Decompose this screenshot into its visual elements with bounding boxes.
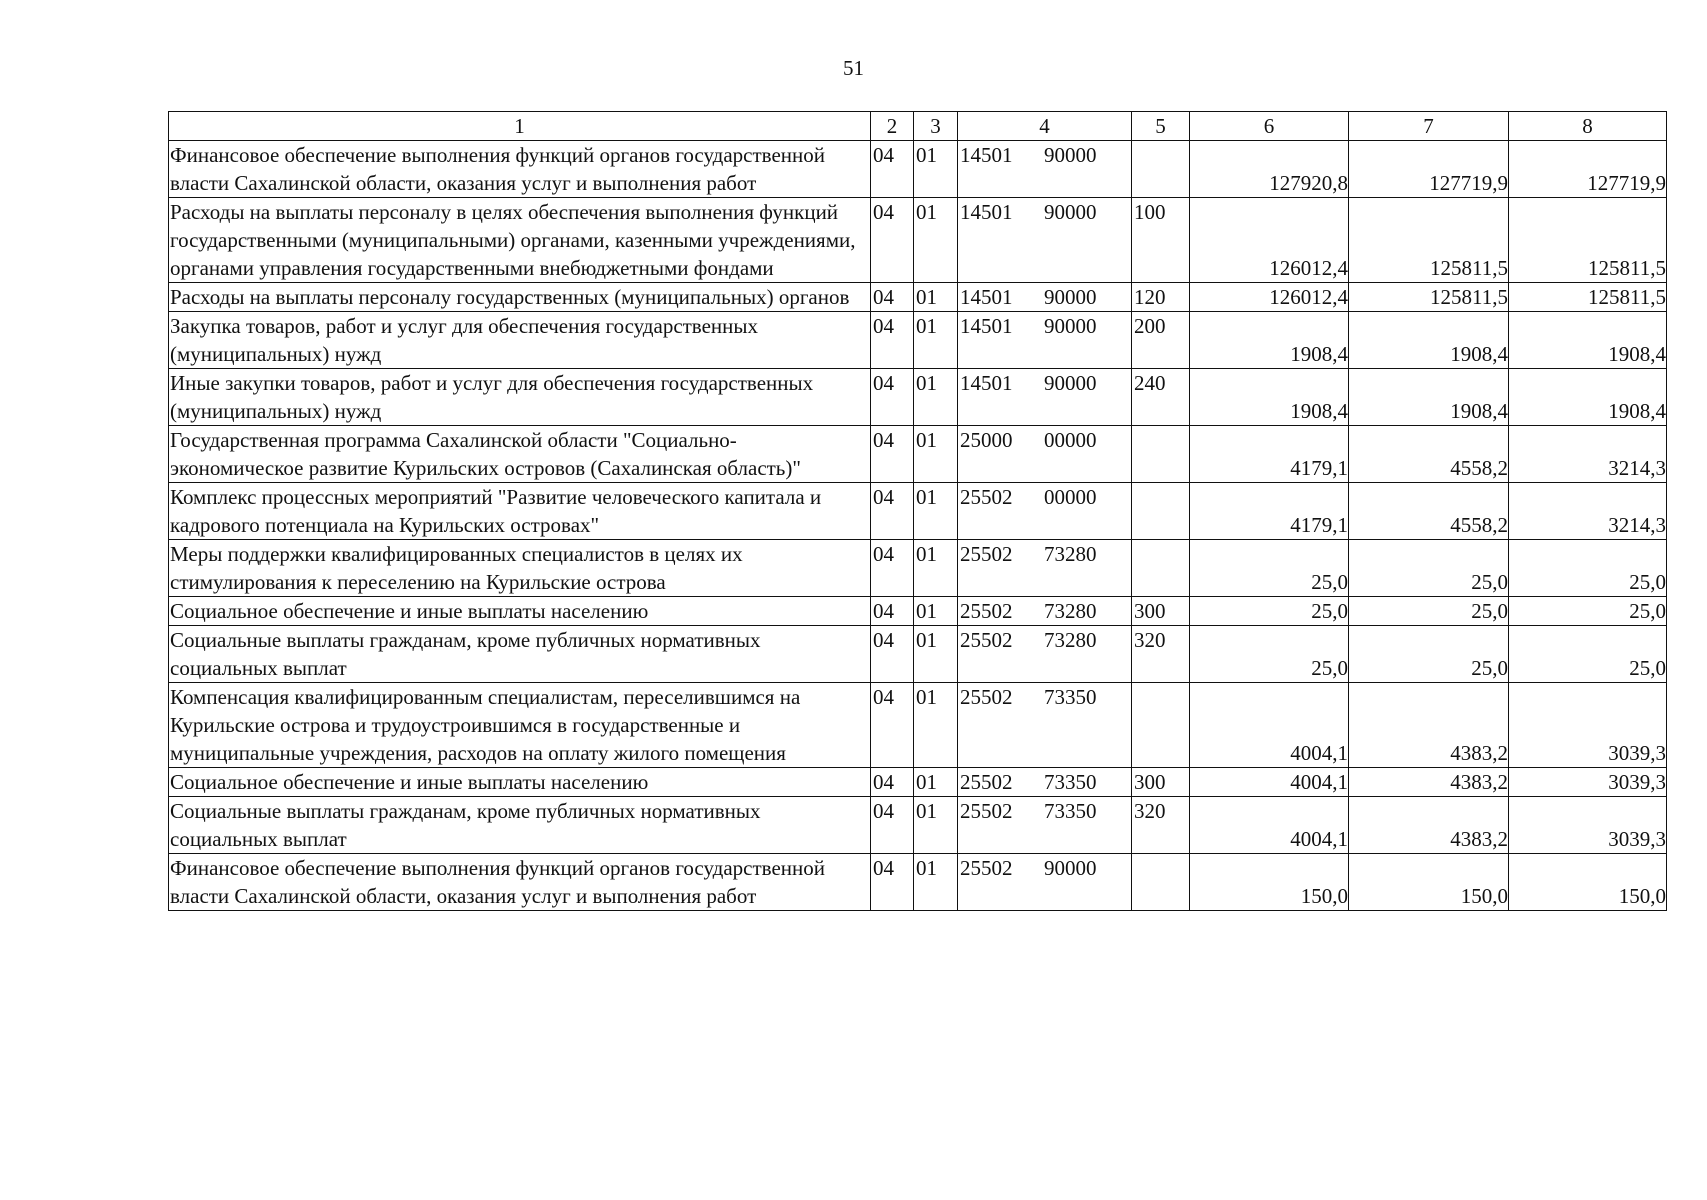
target-item-cell xyxy=(958,198,1132,283)
target-item-program-code: 25502 xyxy=(960,685,1013,709)
amount-year3-cell: 150,0 xyxy=(1509,854,1667,911)
table-row xyxy=(169,483,1667,540)
target-item-program-code: 25502 xyxy=(960,599,1013,623)
page-number: 51 xyxy=(843,56,864,80)
target-item-program-code: 25000 xyxy=(960,428,1013,452)
expense-type-cell: 300 xyxy=(1132,768,1190,797)
amount-year1-cell: 25,0 xyxy=(1190,597,1349,626)
amount-year2-cell: 1908,4 xyxy=(1349,312,1509,369)
section-code-cell: 04 xyxy=(871,141,914,198)
section-code-cell: 04 xyxy=(871,626,914,683)
target-item-cell xyxy=(958,540,1132,597)
table-row xyxy=(169,426,1667,483)
expense-type-cell: 240 xyxy=(1132,369,1190,426)
target-item-program-code: 25502 xyxy=(960,542,1013,566)
target-item-direction-code: 90000 xyxy=(1044,856,1097,880)
section-code-cell: 04 xyxy=(871,768,914,797)
target-item-direction-code: 90000 xyxy=(1044,285,1097,309)
amount-year1-cell: 25,0 xyxy=(1190,540,1349,597)
target-item-cell xyxy=(958,426,1132,483)
amount-year1-cell: 127920,8 xyxy=(1190,141,1349,198)
table-row xyxy=(169,626,1667,683)
amount-year2-cell: 4558,2 xyxy=(1349,483,1509,540)
target-item-cell xyxy=(958,797,1132,854)
expense-type-cell: 200 xyxy=(1132,312,1190,369)
table-row xyxy=(169,797,1667,854)
expense-name-cell: Меры поддержки квалифицированных специалистов в целях их стимулирования к переселению на Курильские острова xyxy=(169,540,871,597)
amount-year3-cell: 25,0 xyxy=(1509,597,1667,626)
amount-year1-cell: 126012,4 xyxy=(1190,198,1349,283)
expense-type-cell xyxy=(1132,483,1190,540)
subsection-code-cell: 01 xyxy=(914,540,958,597)
amount-year2-cell: 1908,4 xyxy=(1349,369,1509,426)
budget-table xyxy=(168,111,1667,911)
target-item-cell xyxy=(958,369,1132,426)
amount-year2-cell: 150,0 xyxy=(1349,854,1509,911)
amount-year1-cell: 25,0 xyxy=(1190,626,1349,683)
section-code-cell: 04 xyxy=(871,797,914,854)
expense-name-cell: Закупка товаров, работ и услуг для обеспечения государственных (муниципальных) нужд xyxy=(169,312,871,369)
expense-name-cell: Расходы на выплаты персоналу государственных (муниципальных) органов xyxy=(169,283,871,312)
target-item-program-code: 14501 xyxy=(960,285,1013,309)
amount-year1-cell: 150,0 xyxy=(1190,854,1349,911)
target-item-direction-code: 73350 xyxy=(1044,770,1097,794)
target-item-cell xyxy=(958,854,1132,911)
target-item-direction-code: 90000 xyxy=(1044,314,1097,338)
amount-year2-cell: 4383,2 xyxy=(1349,683,1509,768)
target-item-cell xyxy=(958,483,1132,540)
section-code-cell: 04 xyxy=(871,854,914,911)
amount-year2-cell: 127719,9 xyxy=(1349,141,1509,198)
amount-year1-cell: 126012,4 xyxy=(1190,283,1349,312)
amount-year3-cell: 3039,3 xyxy=(1509,683,1667,768)
table-row xyxy=(169,312,1667,369)
target-item-program-code: 25502 xyxy=(960,628,1013,652)
table-row xyxy=(169,283,1667,312)
amount-year1-cell: 4004,1 xyxy=(1190,797,1349,854)
column-header: 3 xyxy=(914,112,958,141)
section-code-cell: 04 xyxy=(871,283,914,312)
subsection-code-cell: 01 xyxy=(914,797,958,854)
expense-type-cell xyxy=(1132,141,1190,198)
amount-year2-cell: 125811,5 xyxy=(1349,198,1509,283)
amount-year2-cell: 25,0 xyxy=(1349,626,1509,683)
target-item-program-code: 25502 xyxy=(960,770,1013,794)
expense-type-cell xyxy=(1132,683,1190,768)
target-item-direction-code: 73280 xyxy=(1044,542,1097,566)
section-code-cell: 04 xyxy=(871,683,914,768)
section-code-cell: 04 xyxy=(871,312,914,369)
target-item-cell xyxy=(958,283,1132,312)
subsection-code-cell: 01 xyxy=(914,854,958,911)
target-item-direction-code: 90000 xyxy=(1044,200,1097,224)
table-body xyxy=(169,112,1667,911)
column-header: 5 xyxy=(1132,112,1190,141)
expense-type-cell xyxy=(1132,854,1190,911)
subsection-code-cell: 01 xyxy=(914,597,958,626)
amount-year3-cell: 125811,5 xyxy=(1509,198,1667,283)
target-item-direction-code: 73350 xyxy=(1044,685,1097,709)
target-item-program-code: 25502 xyxy=(960,856,1013,880)
subsection-code-cell: 01 xyxy=(914,369,958,426)
subsection-code-cell: 01 xyxy=(914,198,958,283)
amount-year3-cell: 3214,3 xyxy=(1509,426,1667,483)
target-item-direction-code: 73350 xyxy=(1044,799,1097,823)
amount-year3-cell: 3039,3 xyxy=(1509,797,1667,854)
header-row xyxy=(169,112,1667,141)
amount-year2-cell: 25,0 xyxy=(1349,540,1509,597)
expense-name-cell: Иные закупки товаров, работ и услуг для обеспечения государственных (муниципальных) нужд xyxy=(169,369,871,426)
target-item-direction-code: 90000 xyxy=(1044,371,1097,395)
section-code-cell: 04 xyxy=(871,597,914,626)
target-item-cell xyxy=(958,141,1132,198)
expense-name-cell: Социальное обеспечение и иные выплаты населению xyxy=(169,597,871,626)
column-header: 1 xyxy=(169,112,871,141)
amount-year1-cell: 1908,4 xyxy=(1190,312,1349,369)
table-row xyxy=(169,141,1667,198)
column-header: 4 xyxy=(958,112,1132,141)
target-item-direction-code: 00000 xyxy=(1044,428,1097,452)
target-item-cell xyxy=(958,312,1132,369)
subsection-code-cell: 01 xyxy=(914,768,958,797)
expense-type-cell: 320 xyxy=(1132,797,1190,854)
subsection-code-cell: 01 xyxy=(914,683,958,768)
target-item-direction-code: 90000 xyxy=(1044,143,1097,167)
table-row xyxy=(169,854,1667,911)
amount-year3-cell: 127719,9 xyxy=(1509,141,1667,198)
section-code-cell: 04 xyxy=(871,198,914,283)
expense-name-cell: Социальное обеспечение и иные выплаты населению xyxy=(169,768,871,797)
amount-year1-cell: 4179,1 xyxy=(1190,483,1349,540)
table-row xyxy=(169,540,1667,597)
amount-year2-cell: 4383,2 xyxy=(1349,797,1509,854)
target-item-program-code: 25502 xyxy=(960,799,1013,823)
section-code-cell: 04 xyxy=(871,483,914,540)
amount-year1-cell: 4004,1 xyxy=(1190,683,1349,768)
expense-type-cell xyxy=(1132,540,1190,597)
amount-year1-cell: 1908,4 xyxy=(1190,369,1349,426)
amount-year3-cell: 1908,4 xyxy=(1509,312,1667,369)
amount-year3-cell: 1908,4 xyxy=(1509,369,1667,426)
expense-type-cell: 120 xyxy=(1132,283,1190,312)
amount-year2-cell: 25,0 xyxy=(1349,597,1509,626)
target-item-program-code: 14501 xyxy=(960,314,1013,338)
amount-year3-cell: 125811,5 xyxy=(1509,283,1667,312)
target-item-program-code: 14501 xyxy=(960,200,1013,224)
expense-type-cell: 100 xyxy=(1132,198,1190,283)
target-item-cell xyxy=(958,626,1132,683)
section-code-cell: 04 xyxy=(871,369,914,426)
amount-year3-cell: 25,0 xyxy=(1509,540,1667,597)
target-item-program-code: 14501 xyxy=(960,371,1013,395)
column-header: 6 xyxy=(1190,112,1349,141)
subsection-code-cell: 01 xyxy=(914,141,958,198)
expense-type-cell xyxy=(1132,426,1190,483)
table-row xyxy=(169,369,1667,426)
target-item-program-code: 25502 xyxy=(960,485,1013,509)
expense-name-cell: Финансовое обеспечение выполнения функций органов государственной власти Сахалинской области, оказания услуг и выполнения работ xyxy=(169,141,871,198)
expense-type-cell: 320 xyxy=(1132,626,1190,683)
section-code-cell: 04 xyxy=(871,540,914,597)
amount-year3-cell: 3214,3 xyxy=(1509,483,1667,540)
table-row xyxy=(169,683,1667,768)
amount-year2-cell: 4558,2 xyxy=(1349,426,1509,483)
subsection-code-cell: 01 xyxy=(914,312,958,369)
table-row xyxy=(169,597,1667,626)
expense-name-cell: Компенсация квалифицированным специалистам, переселившимся на Курильские острова и трудоустроившимся в государственные и муниципальные учреждения, расходов на оплату жилого помещения xyxy=(169,683,871,768)
subsection-code-cell: 01 xyxy=(914,283,958,312)
amount-year3-cell: 25,0 xyxy=(1509,626,1667,683)
target-item-cell xyxy=(958,683,1132,768)
subsection-code-cell: 01 xyxy=(914,483,958,540)
target-item-cell xyxy=(958,768,1132,797)
subsection-code-cell: 01 xyxy=(914,426,958,483)
expense-name-cell: Социальные выплаты гражданам, кроме публичных нормативных социальных выплат xyxy=(169,626,871,683)
section-code-cell: 04 xyxy=(871,426,914,483)
column-header: 8 xyxy=(1509,112,1667,141)
expense-name-cell: Комплекс процессных мероприятий "Развитие человеческого капитала и кадрового потенциала на Курильских островах" xyxy=(169,483,871,540)
target-item-direction-code: 73280 xyxy=(1044,628,1097,652)
amount-year2-cell: 125811,5 xyxy=(1349,283,1509,312)
column-header: 2 xyxy=(871,112,914,141)
expense-type-cell: 300 xyxy=(1132,597,1190,626)
amount-year2-cell: 4383,2 xyxy=(1349,768,1509,797)
target-item-direction-code: 73280 xyxy=(1044,599,1097,623)
column-header: 7 xyxy=(1349,112,1509,141)
amount-year3-cell: 3039,3 xyxy=(1509,768,1667,797)
target-item-program-code: 14501 xyxy=(960,143,1013,167)
target-item-direction-code: 00000 xyxy=(1044,485,1097,509)
subsection-code-cell: 01 xyxy=(914,626,958,683)
table-row xyxy=(169,198,1667,283)
amount-year1-cell: 4179,1 xyxy=(1190,426,1349,483)
expense-name-cell: Государственная программа Сахалинской области "Социально-экономическое развитие Курильских островов (Сахалинская область)" xyxy=(169,426,871,483)
expense-name-cell: Социальные выплаты гражданам, кроме публичных нормативных социальных выплат xyxy=(169,797,871,854)
expense-name-cell: Финансовое обеспечение выполнения функций органов государственной власти Сахалинской области, оказания услуг и выполнения работ xyxy=(169,854,871,911)
amount-year1-cell: 4004,1 xyxy=(1190,768,1349,797)
expense-name-cell: Расходы на выплаты персоналу в целях обеспечения выполнения функций государственными (муниципальными) органами, казенными учреждениями, органами управления государственными внебюджетными фондами xyxy=(169,198,871,283)
table-row xyxy=(169,768,1667,797)
target-item-cell xyxy=(958,597,1132,626)
